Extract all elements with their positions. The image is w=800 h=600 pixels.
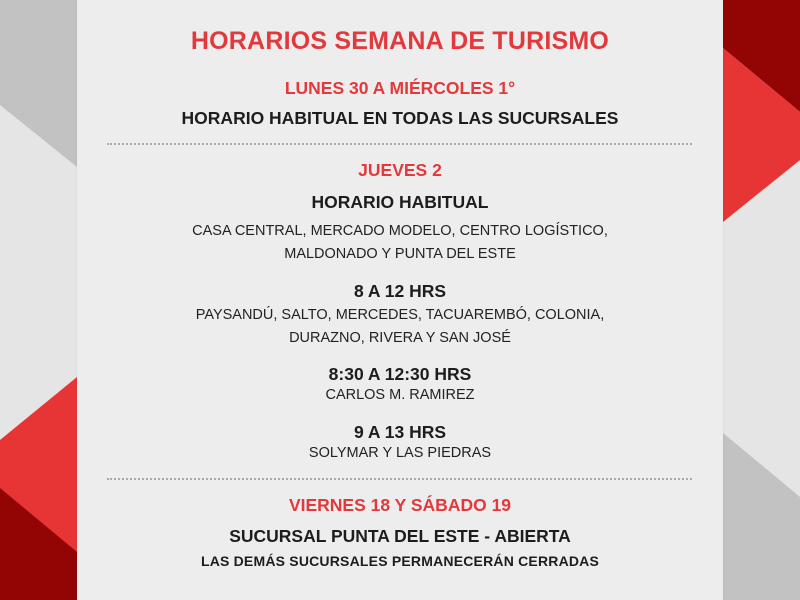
- section-day-heading: JUEVES 2: [358, 160, 442, 180]
- schedule-hours: 8 A 12 HRS: [353, 281, 447, 301]
- schedule-hours: HORARIO HABITUAL EN TODAS LAS SUCURSALES: [181, 108, 619, 128]
- schedule-hours: 8:30 A 12:30 HRS: [328, 364, 472, 384]
- branch-list: DURAZNO, RIVERA Y SAN JOSÉ: [289, 330, 511, 346]
- dotted-divider: [107, 143, 692, 145]
- dotted-divider: [107, 478, 692, 480]
- schedule-hours: SUCURSAL PUNTA DEL ESTE - ABIERTA: [229, 526, 571, 546]
- branch-list: MALDONADO Y PUNTA DEL ESTE: [284, 246, 516, 262]
- schedule-hours: HORARIO HABITUAL: [311, 192, 489, 212]
- branch-list: SOLYMAR Y LAS PIEDRAS: [308, 445, 492, 461]
- page-title: HORARIOS SEMANA DE TURISMO: [190, 27, 610, 55]
- branch-list: CASA CENTRAL, MERCADO MODELO, CENTRO LOGÍSTICO,: [192, 223, 608, 239]
- schedule-note: LAS DEMÁS SUCURSALES PERMANECERÁN CERRADAS: [200, 553, 600, 569]
- branch-list: CARLOS M. RAMIREZ: [325, 387, 475, 403]
- section-day-heading: VIERNES 18 Y SÁBADO 19: [288, 495, 512, 515]
- section-day-heading: LUNES 30 A MIÉRCOLES 1°: [284, 78, 516, 98]
- schedule-hours: 9 A 13 HRS: [353, 422, 447, 442]
- branch-list: PAYSANDÚ, SALTO, MERCEDES, TACUAREMBÓ, COLONIA,: [195, 307, 605, 323]
